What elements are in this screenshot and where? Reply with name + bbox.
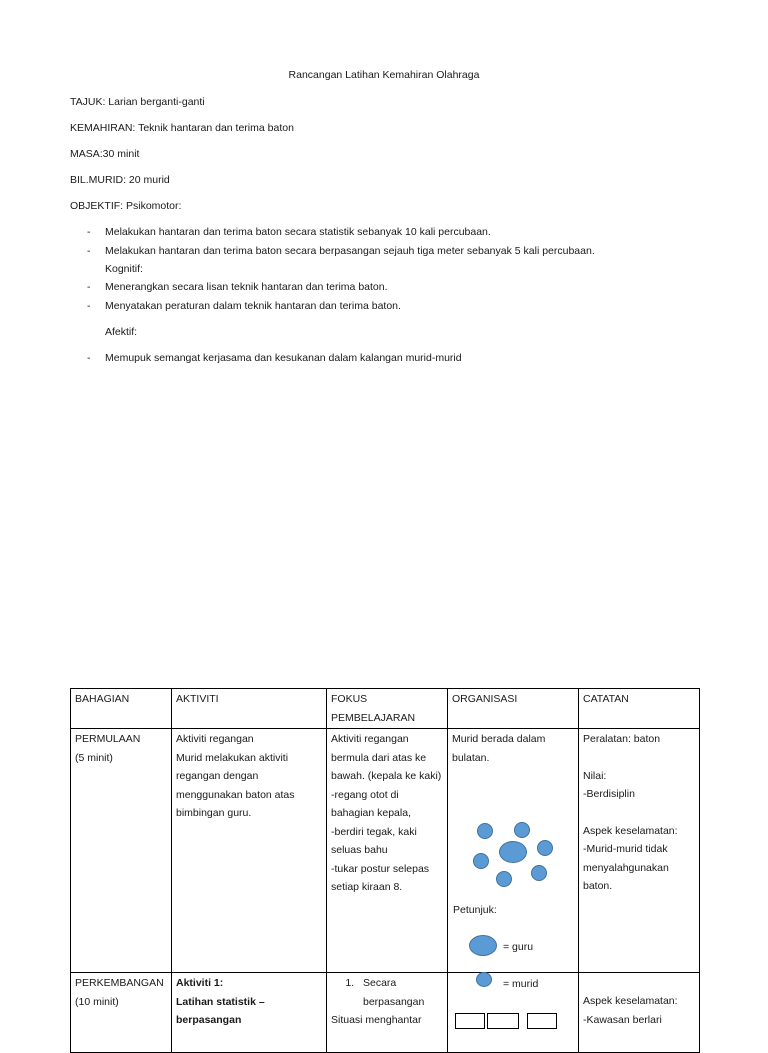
organisasi-text: Murid berada dalam bulatan. [452,733,546,764]
objective-item: Menyatakan peraturan dalam teknik hantaran dan terima baton. [105,300,401,312]
fokus-text: Aktiviti regangan bermula dari atas ke bawah. (kepala ke kaki) [331,733,442,782]
bullet-dash: - [87,226,91,238]
aktiviti-subtitle: Latihan statistik – berpasangan [176,995,265,1026]
tajuk-line: TAJUK: Larian berganti-ganti [70,96,205,108]
catatan-text: -Murid-murid tidak menyalahgunakan baton. [583,843,669,892]
table-header-row [71,689,700,729]
header-cell: ORGANISASI [448,689,579,729]
catatan-text: Nilai: [583,769,607,782]
legend-murid-text: = murid [503,978,539,990]
catatan-text: Aspek keselamatan: [583,824,678,837]
fokus-cell [327,973,448,1053]
murid-icon [477,823,493,839]
catatan-text: Aspek keselamatan: [583,995,678,1007]
baton-lane-diagram [527,1013,557,1029]
header-cell: CATATAN [579,689,700,729]
guru-icon [499,841,527,863]
masa-line: MASA:30 minit [70,148,140,160]
bahagian-cell [71,729,172,973]
bil-murid-line: BIL.MURID: 20 murid [70,174,170,186]
aktiviti-cell [172,973,327,1053]
objektif-line: OBJEKTIF: Psikomotor: [70,200,182,212]
bahagian-cell [71,973,172,1053]
header-cell: FOKUS PEMBELAJARAN [327,689,448,729]
fokus-cell [327,729,448,973]
baton-lane-diagram [487,1013,519,1029]
organisasi-cell [448,973,579,1053]
objective-item: Memupuk semangat kerjasama dan kesukanan dalam kalangan murid-murid [105,352,462,364]
afektif-label: Afektif: [105,326,138,338]
murid-icon [531,865,547,881]
catatan-text: Peralatan: baton [583,733,661,745]
fokus-text: -berdiri tegak, kaki seluas bahu [331,825,417,856]
fokus-list [331,974,443,1011]
aktiviti-desc: Murid melakukan aktiviti regangan dengan menggunakan baton atas bimbingan guru. [176,751,295,819]
kemahiran-line: KEMAHIRAN: Teknik hantaran dan terima baton [70,122,294,134]
catatan-cell [579,729,700,973]
bullet-dash: - [87,245,91,257]
kognitif-label: Kognitif: [105,263,143,275]
lesson-plan-table [70,688,700,1053]
bullet-dash: - [87,300,91,312]
bahagian-time: (10 minit) [75,995,119,1008]
header-cell: AKTIVITI [172,689,327,729]
aktiviti-title: Aktiviti regangan [176,733,254,745]
table-row-permulaan [71,729,700,973]
bahagian-label: PERKEMBANGAN [75,977,164,989]
catatan-cell [579,973,700,1053]
aktiviti-title: Aktiviti 1: [176,977,224,989]
header-cell: BAHAGIAN [71,689,172,729]
objective-item: Menerangkan secara lisan teknik hantaran dan terima baton. [105,281,388,293]
catatan-text: -Berdisiplin [583,788,635,800]
catatan-text: -Kawasan berlari [583,1013,662,1026]
organisasi-cell [448,729,579,990]
bahagian-label: PERMULAAN [75,733,141,745]
murid-icon [514,822,530,838]
murid-icon [537,840,553,856]
bullet-dash: - [87,281,91,293]
table-row-perkembangan [71,973,700,1053]
baton-lane-diagram [455,1013,485,1029]
fokus-text: -tukar postur selepas setiap kiraan 8. [331,862,430,893]
aktiviti-cell [172,729,327,973]
fokus-text: -regang otot di bahagian kepala, [331,788,411,819]
murid-icon [496,871,512,887]
guru-legend-icon [469,935,497,956]
petunjuk-label: Petunjuk: [453,904,497,916]
document-title: Rancangan Latihan Kemahiran Olahraga [288,69,480,81]
murid-icon [473,853,489,869]
legend-guru-text: = guru [503,941,534,953]
bullet-dash: - [87,352,91,364]
fokus-list-item: 1. Secara berpasangan [357,974,443,1011]
objective-item: Melakukan hantaran dan terima baton secara statistik sebanyak 10 kali percubaan. [105,226,491,238]
fokus-text: Situasi menghantar [331,1014,422,1026]
bahagian-time: (5 minit) [75,751,113,764]
objective-item: Melakukan hantaran dan terima baton secara berpasangan sejauh tiga meter sebanyak 5 kali percubaan. [105,245,595,257]
